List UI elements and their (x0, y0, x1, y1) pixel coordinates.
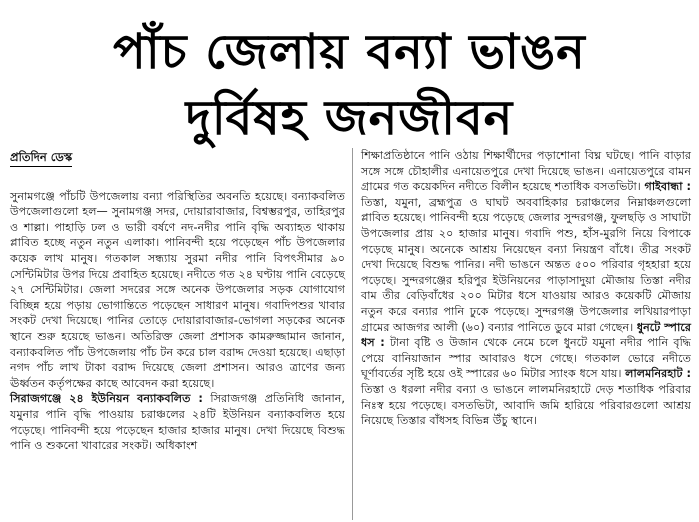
continued-paragraph: শিক্ষাপ্রতিষ্ঠানে পানি ওঠায় শিক্ষার্থীদের পড়াশোনা বিঘ্ন ঘটছে। পানি বাড়ার সঙ্গে সঙ্গে চৌহালীর এনায়েতপুরে দেখা দিয়েছে ভাঙন। এনায়েতপুরে বামন গ্রামের গত কয়েকদিন নদীতে বিলীন হয়েছে শতাধিক বসতভিটা। (361, 149, 691, 194)
gaibandha-text: তিস্তা, যমুনা, ব্রহ্মপুত্র ও ঘাঘট অববাহিকার চরাঞ্চলের নিম্নাঞ্চলগুলো প্লাবিত হয়েছে। পানিবন্দী হয়ে পড়েছে জেলার সুন্দরগঞ্জ, ফুলছড়ি ও সাঘাটা উপজেলার প্রায় ২০ হাজার মানুষ। গবাদি পশু, হাঁস-মুরগি নিয়ে বিপাকে পড়েছে মানুষ। অনেকে আশ্রয় নিয়েছেন বন্যা নিয়ন্ত্রণ বাঁধে। তীব্র সংকট দেখা দিয়েছে বিশুদ্ধ পানির। নদী ভাঙনে অন্তত ৫০০ পরিবার গৃহহারা হয়ে পড়েছে। সুন্দরগঞ্জের হরিপুর ইউনিয়নের পাড়াসাদুয়া মৌজায় তিস্তা নদীর বাম তীর বেড়িবাঁধের ২০০ মিটার ধসে যাওয়ায় আরও কয়েকটি মৌজায় নতুন করে বন্যার পানি ঢুকে পড়েছে। সুন্দরগঞ্জ উপজেলার লখিয়ারপাড়া গ্রামের আজগর আলী (৬০) বন্যার পানিতে ডুবে মারা গেছেন। (361, 195, 691, 334)
dhunat-text: টানা বৃষ্টি ও উজান থেকে নেমে চলে ধুনটে যমুনা নদীর পানি বৃদ্ধি পেয়ে বানিয়াজান স্পার আবারও ধসে গেছে। গতকাল ভোরে নদীতে ঘূর্ণাবর্তের সৃষ্টি হয়ে ওই স্পারের ৬০ মিটার স্যাংক ধসে যায়। (361, 336, 691, 381)
byline: প্রতিদিন ডেস্ক (10, 150, 72, 167)
column-divider (352, 148, 353, 520)
gaibandha-subhead: গাইবান্ধা : (644, 180, 691, 194)
lalmonirhat-subhead: লালমনিরহাট : (625, 367, 691, 381)
headline-line-1: পাঁচ জেলায় বন্যা ভাঙন (113, 24, 586, 80)
article-intro: সুনামগঞ্জে পাঁচটি উপজেলায় বন্যা পরিস্থিতির অবনতি হয়েছে। বন্যাকবলিত উপজেলাগুলো হল— সুনামগঞ্জ সদর, দোয়ারাবাজার, বিশ্বম্ভরপুর, তাহিরপুর ও শাল্লা। পাহাড়ি ঢল ও ভারী বর্ষণে নদ-নদীর পানি বৃদ্ধি অব্যাহত থাকায় প্লাবিত হচ্ছে নতুন নতুন এলাকা। পানিবন্দী হয়ে পড়েছেন পাঁচ উপজেলার কয়েক লাখ মানুষ। গতকাল সন্ধ্যায় সুরমা নদীর পানি বিপৎসীমার ৯০ সেন্টিমিটার উপর দিয়ে প্রবাহিত হয়েছে। নদীতে গত ২৪ ঘণ্টায় পানি বেড়েছে ২৭ সেন্টিমিটার। জেলা সদরের সঙ্গে অনেক উপজেলার সড়ক যোগাযোগ বিচ্ছিন্ন হয়ে পড়ায় ভোগান্তিতে পড়েছেন সাধারণ মানুষ। গবাদিপশুর খাবার সংকট দেখা দিয়েছে। পানির তোড়ে দোয়ারাবাজার-ভোগলা সড়কের অনেক স্থানে শুরু হয়েছে ভাঙন। অতিরিক্ত জেলা প্রশাসক কামরুজ্জামান জানান, বন্যাকবলিত পাঁচ উপজেলায় পাঁচ টন করে চাল বরাদ্দ দেওয়া হয়েছে। এছাড়া নগদ পাঁচ লাখ টাকা বরাদ্দ দিয়েছে জেলা প্রশাসন। আরও ত্রাণের জন্য ঊর্ধ্বতন কর্তৃপক্ষের কাছে আবেদন করা হয়েছে। (10, 189, 345, 390)
sirajganj-text: সিরাজগঞ্জ প্রতিনিধি জানান, যমুনার পানি বৃদ্ধি পাওয়ায় চরাঞ্চলের ২৪টি ইউনিয়ন বন্যাকবলিত হয়ে পড়েছে। পানিবন্দী হয়ে পড়েছেন হাজার হাজার মানুষ। দেখা দিয়েছে বিশুদ্ধ পানি ও শুকনো খাবারের সংকট। অধিকাংশ (10, 392, 345, 453)
right-column (361, 148, 691, 429)
sirajganj-section (10, 391, 345, 453)
headline-line-2: দুর্বিষহ জনজীবন (185, 90, 514, 146)
dhunat-subhead: ধুনটে স্পারে ধস : (361, 320, 691, 350)
continued-text (361, 148, 691, 429)
sirajganj-subhead: সিরাজগঞ্জে ২৪ ইউনিয়ন বন্যাকবলিত : (10, 392, 203, 406)
left-column (10, 150, 345, 454)
lalmonirhat-text: তিস্তা ও ধরলা নদীর বন্যা ও ভাঙনে লালমনিরহাটে দেড় শতাধিক পরিবার নিঃস্ব হয়ে পড়েছে। বসতভিটা, আবাদি জমি হারিয়ে পরিবারগুলো আশ্রয় নিয়েছে তিস্তার বাঁধসহ বিভিন্ন উঁচু স্থানে। (361, 382, 691, 428)
